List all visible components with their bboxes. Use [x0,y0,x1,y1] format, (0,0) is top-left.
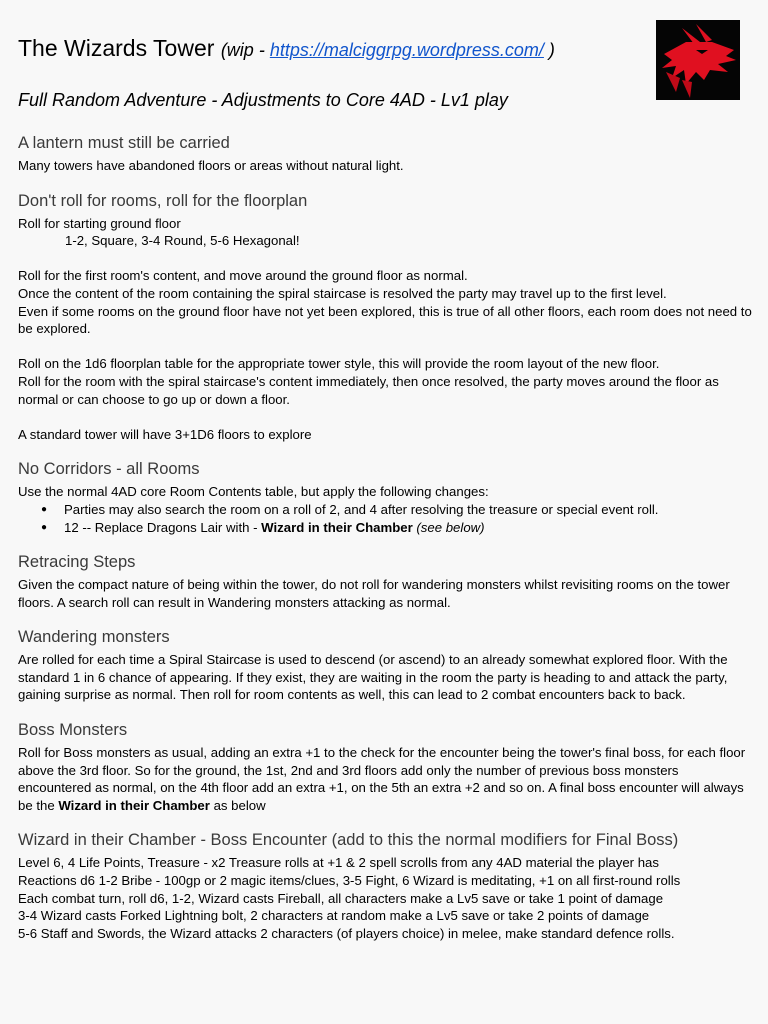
section-boss [18,718,753,814]
paragraph: Given the compact nature of being within the tower, do not roll for wandering monsters whilst revisiting rooms on the tower floors. A search roll can result in Wandering monsters attacking as normal. [18,577,730,610]
paragraph: 3-4 Wizard casts Forked Lightning bolt, 2 characters at random make a Lv5 save or take 2 points of damage [18,908,650,924]
section-wandering [18,625,753,704]
section-heading: Don't roll for rooms, roll for the floorplan [18,191,308,210]
paragraph: Roll for the first room's content, and move around the ground floor as normal. [18,268,468,284]
section-heading: Boss Monsters [18,721,128,740]
section-heading: A lantern must still be carried [18,134,230,152]
paragraph: Level 6, 4 Life Points, Treasure - x2 Treasure rolls at +1 & 2 spell scrolls from any 4AD material the player has [18,855,659,871]
paragraph: Each combat turn, roll d6, 1-2, Wizard casts Fireball, all characters make a Lv5 save or take 1 point of damage [18,890,664,906]
dragon-logo-svg [656,20,740,100]
paragraph: 5-6 Staff and Swords, the Wizard attacks 2 characters (of players choice) in melee, make standard defence rolls. [18,925,675,941]
paragraph: Roll for starting ground floor [18,215,181,231]
section-floorplan [18,189,753,444]
section-corridors [18,457,753,536]
paragraph: Even if some rooms on the ground floor have not yet been explored, this is true of all other floors, each room does not need to be explored. [18,303,752,337]
red-dragon-head-icon [656,20,740,100]
section-heading: Retracing Steps [18,553,136,572]
paragraph: A standard tower will have 3+1D6 floors to explore [18,426,312,442]
document-title [18,33,555,65]
paragraph: Reactions d6 1-2 Bribe - 100gp or 2 magic items/clues, 3-5 Fight, 6 Wizard is meditating, +1 on all first-round rolls [18,873,681,889]
section-retracing [18,550,753,611]
paragraph: Once the content of the room containing the spiral staircase is resolved the party may travel up to the first level. [18,285,667,301]
wip-note: (wip - https://malciggrpg.wordpress.com/ ) [220,40,555,60]
section-wizard [18,828,753,942]
bullet-list [18,501,753,536]
paragraph: Roll on the 1d6 floorplan table for the appropriate tower style, this will provide the room layout of the new floor. [18,356,660,372]
section-heading: No Corridors - all Rooms [18,460,200,479]
document-body [18,131,753,956]
section-lantern [18,131,753,175]
section-heading: Wandering monsters [18,628,170,647]
list-item: ● Parties may also search the room on a roll of 2, and 4 after resolving the treasure or special event roll. [18,501,753,519]
blog-link[interactable]: https://malciggrpg.wordpress.com/ [269,40,544,60]
paragraph: Use the normal 4AD core Room Contents table, but apply the following changes: [18,484,489,500]
list-item: ● 12 -- Replace Dragons Lair with - Wizard in their Chamber (see below) [18,519,753,537]
section-heading: Wizard in their Chamber - Boss Encounter (add to this the normal modifiers for Final Boss) [18,831,679,850]
document-subtitle: Full Random Adventure - Adjustments to Core 4AD - Lv1 play [18,90,508,110]
paragraph: Roll for Boss monsters as usual, adding an extra +1 to the check for the encounter being the tower's final boss, for each floor above the 3rd floor. So for the ground, the 1st, 2nd and 3rd floors add only the number of previous boss monsters encountered as normal, on the 4th floor add an extra +1, on the 5th an extra +2 and so on. A final boss encounter will always be the Wizard in their Chamber as below [18,745,746,813]
paragraph: Are rolled for each time a Spiral Staircase is used to descend (or ascend) to an already somewhat explored floor. With the standard 1 in 6 chance of appearing. If they exist, they are waiting in the room the party is heading to and attack the party, gaining surprise as normal. Then roll for room contents as well, this can lead to 2 combat encounters back to back. [18,652,728,703]
paragraph-indented: 1-2, Square, 3-4 Round, 5-6 Hexagonal! [65,233,300,249]
title-text: The Wizards Tower [18,35,215,61]
paragraph: Many towers have abandoned floors or areas without natural light. [18,158,404,173]
paragraph: Roll for the room with the spiral staircase's content immediately, then once resolved, the party moves around the floor as normal or can choose to go up or down a floor. [18,373,719,407]
